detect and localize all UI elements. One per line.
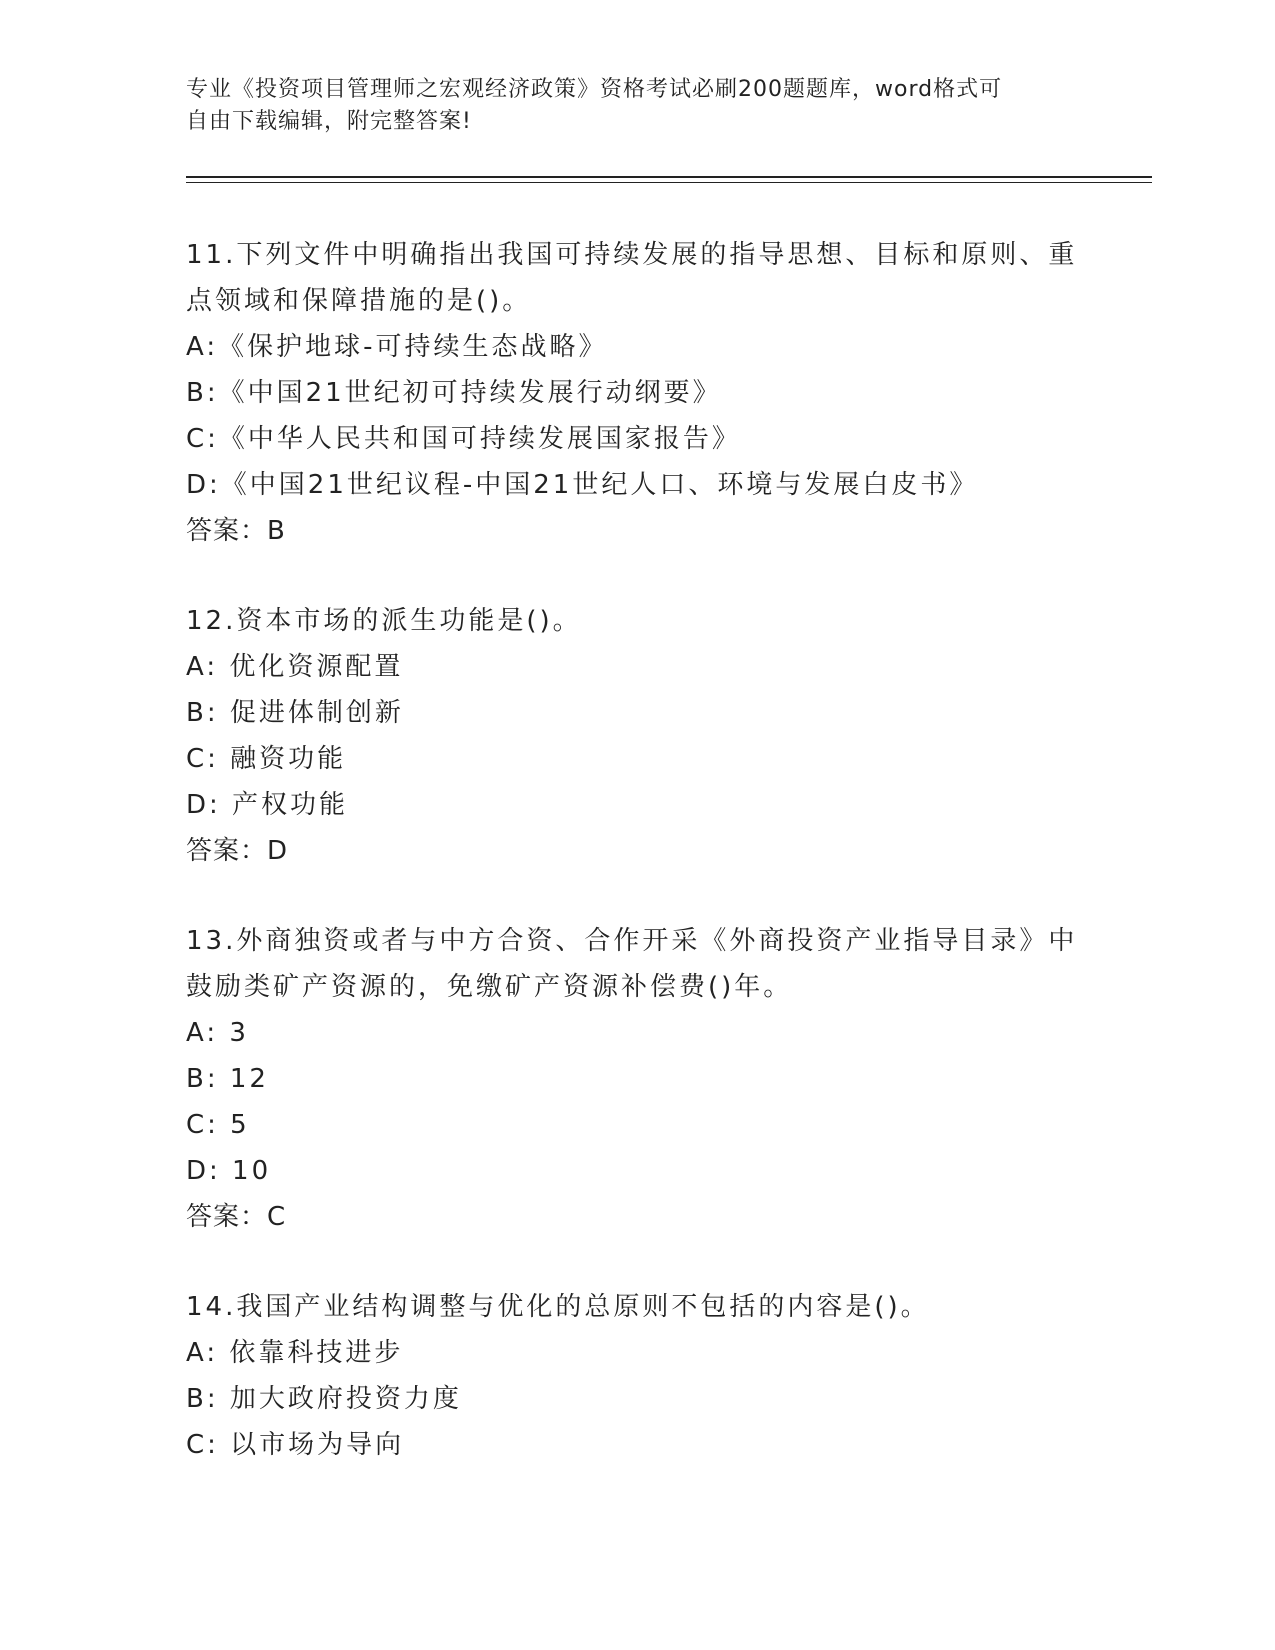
question-stem: 14.我国产业结构调整与优化的总原则不包括的内容是()。 — [186, 1292, 930, 1322]
header-divider-thick — [186, 176, 1152, 178]
option-d: D: 产权功能 — [186, 790, 349, 820]
answer: 答案：C — [186, 1202, 287, 1232]
option-c: C: 以市场为导向 — [186, 1430, 405, 1460]
question-stem: 12.资本市场的派生功能是()。 — [186, 606, 582, 636]
option-c: C: 5 — [186, 1110, 250, 1140]
question-stem: 11.下列文件中明确指出我国可持续发展的指导思想、目标和原则、重 — [186, 240, 1078, 270]
option-b: B: 加大政府投资力度 — [186, 1384, 462, 1414]
option-c: C: 融资功能 — [186, 744, 347, 774]
header-line-1: 专业《投资项目管理师之宏观经济政策》资格考试必刷200题题库，word格式可 — [186, 77, 1003, 102]
header-divider-thin — [186, 182, 1152, 183]
option-d: D:《中国21世纪议程-中国21世纪人口、环境与发展白皮书》 — [186, 470, 979, 500]
option-b: B:《中国21世纪初可持续发展行动纲要》 — [186, 378, 722, 408]
option-d: D: 10 — [186, 1156, 272, 1186]
answer: 答案：D — [186, 836, 289, 866]
question-12 — [186, 598, 1086, 874]
document-header — [186, 74, 1086, 138]
question-14 — [186, 1284, 1086, 1468]
question-list — [186, 232, 1086, 1512]
option-c: C:《中华人民共和国可持续发展国家报告》 — [186, 424, 741, 454]
question-stem-continued: 鼓励类矿产资源的，免缴矿产资源补偿费()年。 — [186, 972, 793, 1002]
option-a: A:《保护地球-可持续生态战略》 — [186, 332, 608, 362]
option-a: A: 3 — [186, 1018, 249, 1048]
option-b: B: 促进体制创新 — [186, 698, 404, 728]
question-stem-continued: 点领域和保障措施的是()。 — [186, 286, 532, 316]
answer: 答案：B — [186, 516, 286, 546]
option-a: A: 优化资源配置 — [186, 652, 404, 682]
question-stem: 13.外商独资或者与中方合资、合作开采《外商投资产业指导目录》中 — [186, 926, 1078, 956]
option-b: B: 12 — [186, 1064, 269, 1094]
question-11 — [186, 232, 1086, 554]
option-a: A: 依靠科技进步 — [186, 1338, 404, 1368]
question-13 — [186, 918, 1086, 1240]
header-line-2: 自由下载编辑，附完整答案! — [186, 109, 472, 134]
